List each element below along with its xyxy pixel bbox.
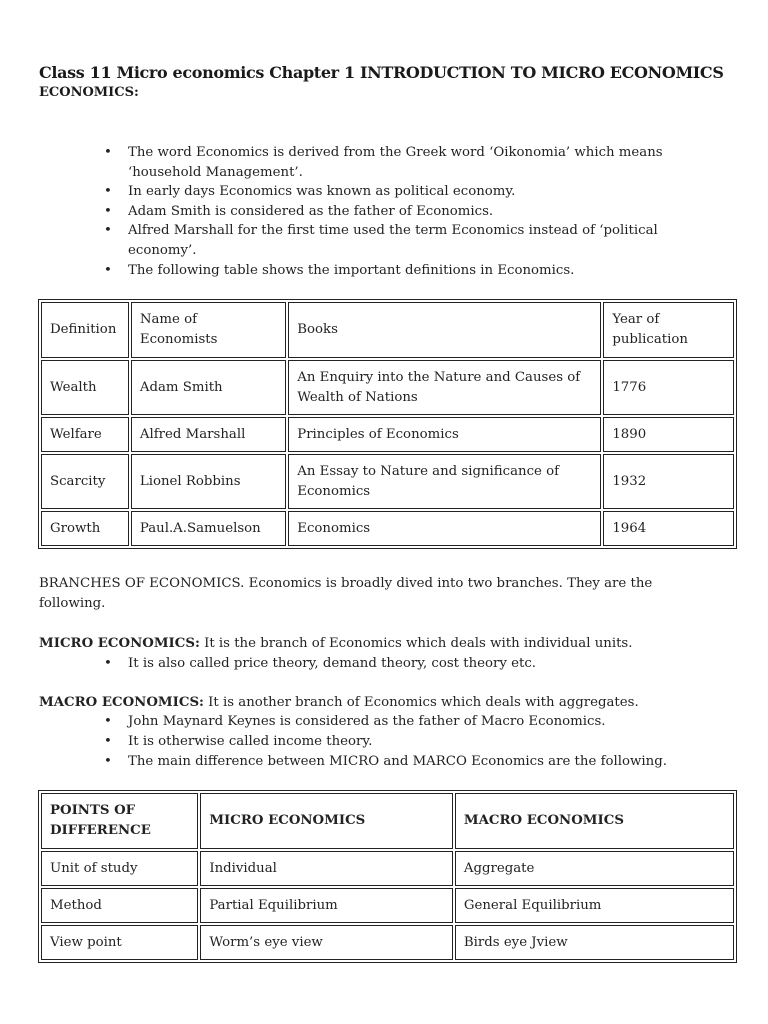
table-cell: Paul.A.Samuelson — [131, 511, 286, 546]
list-item: • John Maynard Keynes is considered as the father of Macro Economics. — [104, 712, 704, 732]
table-cell: Welfare — [41, 417, 129, 452]
section-heading-economics: ECONOMICS: — [39, 85, 139, 100]
macro-economics-text: It is another branch of Economics which deals with aggregates. — [203, 695, 639, 710]
table-cell: 1776 — [603, 360, 734, 415]
table-row — [41, 360, 734, 415]
header-cell: Definition — [41, 302, 129, 358]
table-header-row — [41, 302, 734, 358]
table-cell: Growth — [41, 511, 129, 546]
header-cell: Name of Economists — [131, 302, 286, 358]
table-cell: Method — [41, 888, 198, 923]
intro-bullet-list — [104, 143, 694, 280]
table-cell: Birds eye Jview — [455, 925, 734, 960]
table-row — [41, 454, 734, 509]
table-cell: An Enquiry into the Nature and Causes of Wealth of Nations — [288, 360, 601, 415]
micro-economics-label: MICRO ECONOMICS: — [39, 636, 200, 651]
table-header-row — [41, 793, 734, 849]
header-cell: POINTS OF DIFFERENCE — [41, 793, 198, 849]
table-cell: An Essay to Nature and significance of Economics — [288, 454, 601, 509]
header-cell: MACRO ECONOMICS — [455, 793, 734, 849]
definitions-table — [38, 299, 737, 549]
macro-economics-label: MACRO ECONOMICS: — [39, 695, 204, 710]
list-item: • Alfred Marshall for the first time used the term Economics instead of ‘political economy’. — [104, 221, 694, 260]
table-cell: Principles of Economics — [288, 417, 601, 452]
list-item: • In early days Economics was known as political economy. — [104, 182, 694, 202]
list-item: • The following table shows the important definitions in Economics. — [104, 261, 694, 281]
macro-economics-paragraph — [39, 693, 679, 713]
branches-paragraph: BRANCHES OF ECONOMICS. Economics is broadly dived into two branches. They are the following. — [39, 576, 653, 611]
table-row — [41, 925, 734, 960]
table-cell: Scarcity — [41, 454, 129, 509]
table-cell: 1890 — [603, 417, 734, 452]
micro-bullet-list — [104, 654, 704, 674]
list-item: • It is also called price theory, demand theory, cost theory etc. — [104, 654, 704, 674]
micro-economics-text: It is the branch of Economics which deals with individual units. — [199, 636, 633, 651]
list-item: • The word Economics is derived from the Greek word ‘Oikonomia’ which means ‘household Management’. — [104, 143, 694, 182]
table-cell: View point — [41, 925, 198, 960]
table-cell: Partial Equilibrium — [200, 888, 453, 923]
macro-bullet-list — [104, 712, 704, 772]
table-cell: Wealth — [41, 360, 129, 415]
list-item: • It is otherwise called income theory. — [104, 732, 704, 752]
table-cell: Economics — [288, 511, 601, 546]
list-item: • The main difference between MICRO and MARCO Economics are the following. — [104, 752, 704, 772]
table-cell: Individual — [200, 851, 453, 886]
table-cell: Unit of study — [41, 851, 198, 886]
table-cell: Worm’s eye view — [200, 925, 453, 960]
table-cell: Lionel Robbins — [131, 454, 286, 509]
difference-table — [38, 790, 737, 963]
header-cell: Year of publication — [603, 302, 734, 358]
header-cell: Books — [288, 302, 601, 358]
table-row — [41, 851, 734, 886]
list-item: • Adam Smith is considered as the father of Economics. — [104, 202, 694, 222]
table-row — [41, 888, 734, 923]
table-row — [41, 511, 734, 546]
table-cell: 1932 — [603, 454, 734, 509]
table-cell: Adam Smith — [131, 360, 286, 415]
table-cell: Alfred Marshall — [131, 417, 286, 452]
table-cell: Aggregate — [455, 851, 734, 886]
page-title: Class 11 Micro economics Chapter 1 INTRODUCTION TO MICRO ECONOMICS — [39, 63, 724, 82]
table-cell: General Equilibrium — [455, 888, 734, 923]
table-cell: 1964 — [603, 511, 734, 546]
header-cell: MICRO ECONOMICS — [200, 793, 453, 849]
table-row — [41, 417, 734, 452]
micro-economics-paragraph — [39, 634, 679, 654]
